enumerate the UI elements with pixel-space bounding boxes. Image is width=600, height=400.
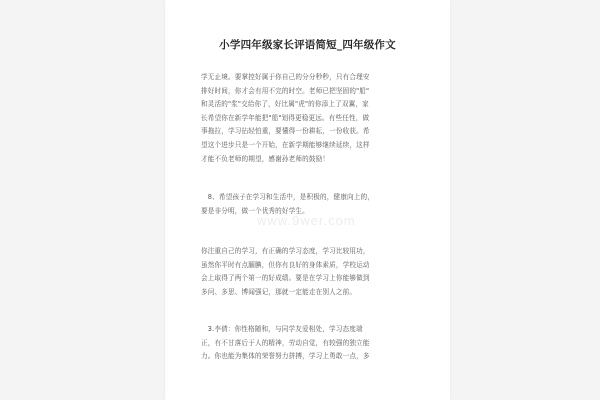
paragraph-line: 会上取得了两个第一的好成绩。要是在学习上你能够做到 — [201, 274, 370, 283]
paragraph-line: 长希望你在新学年能把"船"划得更稳更远。有些任性，做 — [201, 113, 370, 122]
paragraph-line: 学无止境。要掌控好属于你自己的分分秒秒，只有合理安 — [201, 73, 370, 81]
paragraph-1 — [201, 71, 416, 166]
paragraph-line: 你注重自己的学习，有正确的学习态度，学习比较用功， — [201, 247, 370, 255]
paragraph-4 — [201, 323, 416, 364]
page-title: 小学四年级家长评语简短_四年级作文 — [219, 39, 396, 51]
paragraph-line: 才能不负老师的期望，感谢孙老师的鼓励！ — [201, 154, 330, 163]
paragraph-line: 虽然你平时有点腼腆，但你有良好的身体素质，学校运动 — [201, 260, 370, 269]
document-page — [165, 0, 450, 400]
paragraph-2 — [201, 191, 416, 218]
paragraph-line: 8、希望孩子在学习和生活中，是积极的，健康向上的， — [201, 193, 374, 201]
paragraph-line: 事拖拉，学习拈轻怕重，要懂得一份耕耘，一份收获。希 — [201, 127, 370, 136]
watermark-text: www.9wer.com — [257, 213, 356, 228]
paragraph-line: 正，有不甘落后于人的精神，劳动自觉，有较强的独立能 — [201, 338, 370, 347]
paragraph-3 — [201, 245, 416, 299]
paragraph-line: 3.李倩：你性格随和，与同学友爱相处，学习态度端 — [201, 325, 363, 333]
paragraph-line: 多问、多思、博闻强记，那就一定能走在别人之前。 — [201, 287, 357, 296]
paragraph-line: 排好时间，你才会有用不完的时空。老师已把坚固的"船" — [201, 86, 370, 95]
paragraph-line: 力。你也能为集体的荣誉努力拼搏，学习上勇敢一点，多 — [201, 352, 370, 361]
paragraph-line: 和灵活的"浆"交给你了，好比属"虎"的你添上了双翼，家 — [201, 100, 369, 109]
paragraph-line: 望这个进步只是一个开始，在新学期能够继续延续，这样 — [201, 140, 370, 149]
paragraph-line: 要是非分明，做一个优秀的好学生。 — [201, 206, 309, 215]
